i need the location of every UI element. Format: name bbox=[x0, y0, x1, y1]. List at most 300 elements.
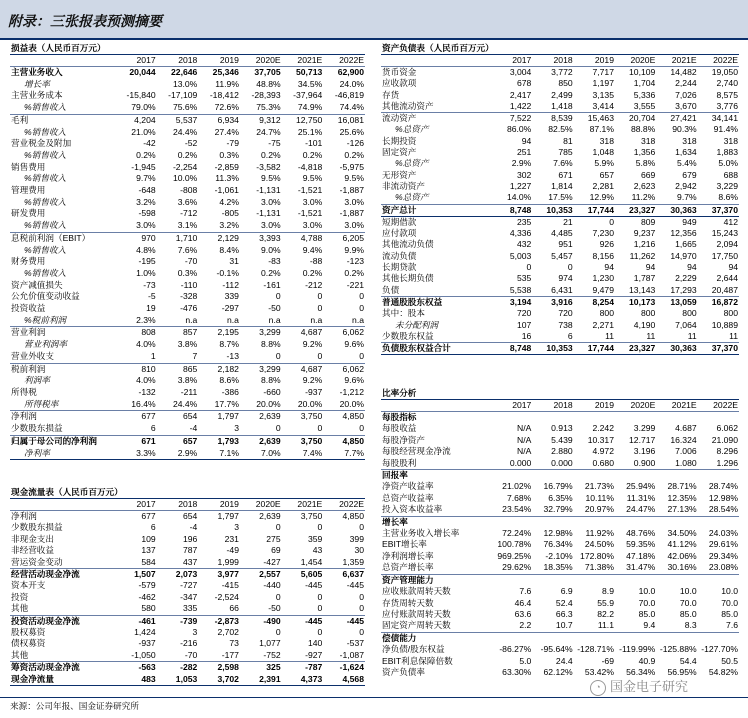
cell-value: 8,748 bbox=[491, 343, 532, 355]
year-header-blank bbox=[10, 499, 115, 511]
cell-value: 0.2% bbox=[302, 267, 323, 278]
cell-value: 9,312 bbox=[259, 114, 281, 125]
cell-value: 76.34% bbox=[543, 539, 573, 550]
cell-value: 3,702 bbox=[198, 674, 240, 686]
cell-value: 48.8% bbox=[256, 78, 281, 89]
cell-value: 16.4% bbox=[115, 399, 157, 411]
row-label: 资产负债率 bbox=[382, 666, 425, 677]
cell-value: 50,713 bbox=[295, 67, 323, 77]
cell-value: 3,393 bbox=[259, 232, 281, 243]
row-label: 每股股利 bbox=[381, 458, 491, 470]
cell-value: 3.0% bbox=[282, 220, 324, 232]
cell-value: 1,227 bbox=[509, 180, 532, 191]
cell-value: 13.0% bbox=[172, 78, 198, 89]
table-row bbox=[381, 435, 739, 446]
cell-value: 318 bbox=[682, 135, 697, 146]
cell-value: 34.5% bbox=[297, 78, 323, 89]
row-label: %税前利润 bbox=[10, 315, 115, 327]
cell-value: 17,744 bbox=[574, 204, 615, 216]
cell-value: 800 bbox=[640, 308, 656, 319]
cell-value: 974 bbox=[558, 273, 573, 284]
row-label: 净负债/股东权益 bbox=[382, 644, 445, 655]
cell-value: 810 bbox=[141, 363, 156, 374]
cell-value: 2,229 bbox=[675, 273, 697, 284]
table-row bbox=[381, 423, 739, 434]
cell-value: 196 bbox=[182, 533, 198, 544]
cell-value: 3.196 bbox=[633, 446, 656, 457]
row-label: 投资活动现金净流 bbox=[11, 615, 80, 626]
cell-value: 9.5% bbox=[302, 173, 323, 184]
cell-value: -52 bbox=[184, 138, 198, 149]
cell-value: 10.317 bbox=[587, 434, 614, 445]
cell-value: -195 bbox=[138, 256, 156, 267]
row-label: 其他 bbox=[10, 603, 115, 615]
cell-value: -282 bbox=[180, 662, 198, 673]
cell-value: -462 bbox=[138, 591, 156, 602]
table-row bbox=[10, 448, 365, 460]
cell-value: 8.4% bbox=[219, 244, 239, 255]
row-label: %销售收入 bbox=[24, 196, 67, 207]
cell-value: 30,363 bbox=[656, 343, 697, 355]
cell-value: 3,750 bbox=[300, 511, 323, 521]
cell-value: 0.2% bbox=[261, 149, 281, 160]
cell-value: 1,710 bbox=[175, 232, 198, 243]
cell-value: 0 bbox=[359, 303, 364, 314]
cell-value: 20.97% bbox=[574, 504, 615, 516]
cell-value: -1,087 bbox=[323, 650, 365, 662]
row-label: 固定资产 bbox=[382, 147, 417, 158]
cell-value bbox=[532, 470, 573, 482]
row-label: 营业税金及附加 bbox=[11, 138, 72, 149]
cell-value: 0.000 bbox=[491, 458, 532, 470]
table-row bbox=[10, 315, 365, 327]
cell-value: 30,363 bbox=[656, 204, 697, 216]
row-label: 净利润增长率 bbox=[382, 550, 434, 561]
table-row bbox=[381, 446, 739, 457]
balance-table-title: 资产负债表（人民币百万元） bbox=[381, 42, 739, 55]
cell-value: 8,748 bbox=[491, 204, 532, 216]
cell-value: 3,772 bbox=[551, 67, 573, 77]
table-row bbox=[10, 603, 365, 615]
cell-value: 54.82% bbox=[708, 666, 738, 677]
cell-value: 11,262 bbox=[629, 250, 656, 261]
table-row bbox=[10, 220, 365, 232]
cell-value: 1,507 bbox=[134, 569, 156, 580]
cell-value: 3,414 bbox=[574, 101, 615, 113]
wechat-icon: ◔ bbox=[590, 680, 606, 696]
cell-value: 20.0% bbox=[282, 399, 324, 411]
cell-value: 677 bbox=[141, 511, 156, 521]
cell-value: -328 bbox=[180, 291, 198, 302]
cell-value: 1,053 bbox=[157, 674, 199, 686]
cell-value: 20.0% bbox=[240, 399, 282, 411]
cell-value: 3,670 bbox=[656, 101, 697, 113]
cell-value: 671 bbox=[558, 169, 573, 180]
row-label: EBIT增长率 bbox=[382, 539, 427, 550]
cell-value: 7.6% bbox=[553, 158, 573, 169]
cell-value: -2,254 bbox=[172, 161, 198, 172]
cell-value: 10.0 bbox=[679, 586, 697, 597]
table-row bbox=[381, 516, 739, 528]
cell-value: 72.6% bbox=[198, 102, 240, 114]
row-label: 主营业务收入 bbox=[11, 67, 63, 77]
cell-value: -1,945 bbox=[131, 161, 156, 172]
row-label: 回报率 bbox=[382, 470, 408, 481]
cell-value: 2,094 bbox=[716, 239, 738, 250]
table-row bbox=[10, 423, 365, 435]
cell-value: 5.9% bbox=[594, 158, 614, 169]
row-label: 归属于母公司的净利润 bbox=[11, 435, 97, 446]
year-header: 2018 bbox=[157, 55, 199, 67]
cell-value: 12.717 bbox=[629, 434, 656, 445]
cell-value: 275 bbox=[266, 533, 281, 544]
cell-value bbox=[656, 516, 697, 528]
row-label: 经营活动现金净流 bbox=[11, 569, 80, 580]
cell-value: 0 bbox=[317, 591, 323, 602]
cell-value: -445 bbox=[346, 580, 364, 591]
cell-value: 5.0% bbox=[718, 158, 738, 169]
cell-value: 85.0 bbox=[638, 608, 656, 619]
cell-value: 11.3% bbox=[215, 173, 239, 184]
table-row bbox=[381, 204, 739, 216]
row-label: 资本开支 bbox=[11, 580, 46, 591]
row-label: 货币资金 bbox=[382, 67, 417, 77]
table-row bbox=[381, 598, 739, 609]
row-label: 少数股东损益 bbox=[10, 423, 115, 435]
cell-value: 24.47% bbox=[615, 504, 656, 516]
table-row bbox=[10, 569, 365, 581]
cell-value: 2,639 bbox=[259, 511, 281, 521]
row-label: %销售收入 bbox=[24, 126, 67, 137]
cell-value: 27,421 bbox=[670, 113, 697, 124]
cell-value: 8.296 bbox=[716, 446, 738, 457]
row-label: 投资收益 bbox=[11, 303, 46, 314]
row-label: 应付账款周转天数 bbox=[382, 608, 451, 619]
row-label: EBIT利息保障倍数 bbox=[382, 655, 453, 666]
cell-value: 15,243 bbox=[711, 228, 738, 239]
cell-value: 16,872 bbox=[711, 296, 738, 307]
cell-value: 28.54% bbox=[698, 504, 739, 516]
cell-value: 1,999 bbox=[198, 557, 240, 569]
cell-value: 8,539 bbox=[551, 113, 573, 124]
cell-value: -127.70% bbox=[701, 644, 738, 655]
cell-value: -579 bbox=[138, 580, 156, 591]
year-header: 2019 bbox=[574, 400, 615, 412]
cell-value: 10.7 bbox=[532, 620, 573, 632]
table-row bbox=[381, 285, 739, 297]
cell-value: 3.0% bbox=[240, 220, 282, 232]
table-row bbox=[381, 101, 739, 113]
table-row bbox=[10, 615, 365, 627]
cell-value: 412 bbox=[723, 216, 738, 227]
cell-value: n.a bbox=[323, 315, 365, 327]
cell-value: -86.27% bbox=[499, 644, 532, 655]
table-row bbox=[381, 78, 739, 89]
year-header: 2017 bbox=[491, 400, 532, 412]
cell-value: 14,970 bbox=[670, 250, 697, 261]
cell-value: -50 bbox=[240, 603, 282, 615]
cell-value: 5.439 bbox=[551, 434, 573, 445]
cell-value: 0 bbox=[275, 291, 281, 302]
table-row bbox=[381, 632, 739, 644]
table-row bbox=[381, 296, 739, 308]
table-row bbox=[10, 245, 365, 257]
cell-value: 5,537 bbox=[175, 114, 198, 125]
cell-value: 16.324 bbox=[670, 434, 697, 445]
cell-value: 82.2 bbox=[597, 608, 614, 619]
cell-value: 16.79% bbox=[543, 481, 573, 492]
cell-value: 4,687 bbox=[300, 327, 323, 338]
cell-value: 24.0% bbox=[339, 78, 364, 89]
table-row bbox=[10, 580, 365, 591]
cell-value: -805 bbox=[221, 208, 239, 219]
cell-value: 1,048 bbox=[592, 147, 614, 158]
cell-value bbox=[656, 632, 697, 644]
cell-value: -1,624 bbox=[339, 662, 364, 673]
cell-value: 42.06% bbox=[667, 550, 697, 561]
table-row bbox=[381, 113, 739, 125]
cell-value: 2.9% bbox=[511, 158, 532, 169]
cell-value: 12.98% bbox=[543, 528, 573, 539]
cell-value: 55.9 bbox=[597, 597, 614, 608]
table-row bbox=[381, 273, 739, 284]
cell-value: 926 bbox=[599, 239, 614, 250]
cell-value: 5,457 bbox=[551, 250, 573, 261]
cell-value: -73 bbox=[143, 279, 156, 290]
cell-value: 1,454 bbox=[282, 557, 324, 569]
cell-value: 5.4% bbox=[677, 158, 697, 169]
cell-value: 7.6% bbox=[177, 244, 198, 255]
cell-value: -727 bbox=[180, 580, 198, 591]
row-label: 存货 bbox=[382, 89, 400, 100]
row-label: %销售收入 bbox=[24, 149, 67, 160]
cell-value: 41.12% bbox=[667, 539, 697, 550]
cell-value: 8.8% bbox=[261, 339, 281, 350]
page-title: 附录：三张报表预测摘要 bbox=[8, 14, 162, 30]
cell-value: 7.0% bbox=[240, 448, 282, 460]
cell-value: 24.50% bbox=[584, 539, 614, 550]
year-header: 2019 bbox=[198, 55, 240, 67]
table-row bbox=[10, 638, 365, 649]
row-label: 息税前利润（EBIT） bbox=[11, 232, 91, 243]
cell-value: 9,479 bbox=[574, 285, 615, 297]
cell-value: 0 bbox=[323, 603, 365, 615]
row-label: 负债 bbox=[381, 285, 491, 297]
row-label: 资产管理能力 bbox=[382, 574, 434, 585]
cell-value: 24.03% bbox=[708, 528, 738, 539]
cell-value: -1,212 bbox=[339, 386, 364, 397]
cell-value: 865 bbox=[182, 363, 198, 374]
cell-value: 0.2% bbox=[302, 149, 323, 160]
cell-value: 1,197 bbox=[592, 78, 614, 89]
cell-value: 88.8% bbox=[630, 124, 656, 135]
cell-value: 787 bbox=[182, 545, 198, 556]
cell-value: -927 bbox=[282, 650, 324, 662]
table-row bbox=[10, 522, 365, 533]
cell-value: 483 bbox=[115, 674, 157, 686]
cell-value: 91.4% bbox=[713, 124, 738, 135]
row-label: 现金净流量 bbox=[10, 674, 115, 686]
table-row bbox=[10, 662, 365, 674]
table-row bbox=[381, 481, 739, 492]
cell-value: 14.0% bbox=[491, 192, 532, 204]
table-row bbox=[10, 435, 365, 447]
table-row bbox=[10, 256, 365, 268]
cell-value: 4,568 bbox=[323, 674, 365, 686]
table-row bbox=[10, 627, 365, 638]
cell-value: -119.99% bbox=[619, 644, 656, 655]
cell-value: 1,634 bbox=[675, 147, 697, 158]
cell-value: 231 bbox=[224, 533, 239, 544]
cell-value: 4.0% bbox=[136, 375, 156, 386]
table-row bbox=[381, 170, 739, 181]
row-label: 净利润 bbox=[11, 511, 37, 521]
cell-value: 23.54% bbox=[491, 504, 532, 516]
row-label: 每股净资产 bbox=[382, 434, 425, 445]
row-label: 投入资本收益率 bbox=[381, 504, 491, 516]
cell-value: 3.6% bbox=[177, 196, 198, 207]
cell-value: 3,229 bbox=[716, 180, 738, 191]
cell-value: 3.299 bbox=[633, 423, 656, 434]
cell-value: 0 bbox=[275, 591, 281, 602]
cell-value: 12.9% bbox=[574, 192, 615, 204]
cell-value: 11.9% bbox=[215, 78, 239, 89]
cell-value: 0 bbox=[282, 351, 324, 363]
row-label: 普通股股东权益 bbox=[382, 296, 443, 307]
page-header bbox=[0, 0, 748, 38]
cell-value: 949 bbox=[682, 216, 697, 227]
cell-value: -4 bbox=[189, 522, 198, 533]
cell-value: 40.9 bbox=[638, 655, 656, 666]
cell-value: -2,859 bbox=[214, 161, 239, 172]
table-row bbox=[381, 147, 739, 158]
cell-value: 5.8% bbox=[635, 158, 656, 169]
cell-value: -212 bbox=[305, 279, 323, 290]
cell-value: 8.6% bbox=[219, 375, 239, 386]
table-row bbox=[381, 470, 739, 482]
cell-value: -37,964 bbox=[293, 90, 323, 101]
row-label: 财务费用 bbox=[11, 256, 46, 267]
cell-value: 10.11% bbox=[585, 492, 614, 503]
row-label: 其中：股本 bbox=[382, 308, 425, 319]
cell-value: 800 bbox=[723, 308, 738, 319]
cell-value: -427 bbox=[240, 557, 282, 569]
cell-value: 21.73% bbox=[584, 481, 614, 492]
cell-value: 31.47% bbox=[615, 562, 656, 574]
cell-value: -1,061 bbox=[214, 185, 239, 196]
cell-value: 4,373 bbox=[282, 674, 324, 686]
cell-value: 17,744 bbox=[574, 343, 615, 355]
cell-value: -70 bbox=[157, 650, 199, 662]
cell-value: 3.0% bbox=[302, 196, 323, 207]
cell-value: -490 bbox=[263, 615, 281, 626]
cell-value: 2.242 bbox=[592, 423, 614, 434]
cell-value: 2,942 bbox=[675, 180, 697, 191]
year-header: 2022E bbox=[698, 55, 739, 67]
cell-value: 107 bbox=[516, 319, 532, 330]
year-header: 2017 bbox=[115, 499, 157, 511]
cell-value: 0 bbox=[240, 351, 282, 363]
table-row bbox=[381, 493, 739, 504]
cell-value: 17.7% bbox=[198, 399, 240, 411]
cell-value: 22,646 bbox=[171, 67, 198, 77]
cell-value: 0 bbox=[317, 291, 323, 302]
row-label: 固定资产周转天数 bbox=[381, 620, 491, 632]
year-header: 2020E bbox=[615, 55, 656, 67]
cell-value bbox=[574, 574, 615, 586]
cell-value: 302 bbox=[516, 169, 532, 180]
cell-value: 359 bbox=[307, 533, 323, 544]
cell-value: 808 bbox=[141, 327, 156, 338]
table-row bbox=[381, 181, 739, 192]
row-label: 非现金支出 bbox=[11, 533, 54, 544]
cell-value: 5.0 bbox=[519, 655, 532, 666]
row-label: %总资产 bbox=[395, 124, 429, 135]
year-header-blank bbox=[10, 55, 115, 67]
cell-value bbox=[698, 632, 739, 644]
cell-value: 0 bbox=[526, 262, 532, 273]
cell-value: 1,797 bbox=[217, 411, 239, 422]
cell-value: 1,359 bbox=[323, 557, 365, 569]
cell-value: 70.0 bbox=[679, 597, 697, 608]
cell-value: 11 bbox=[615, 331, 656, 343]
cell-value: -2,524 bbox=[214, 591, 239, 602]
cell-value: 72.24% bbox=[502, 528, 532, 539]
cell-value: 0.900 bbox=[615, 458, 656, 470]
cell-value: 9.0% bbox=[261, 244, 281, 255]
cell-value: 7,064 bbox=[675, 319, 697, 330]
cell-value: 857 bbox=[182, 327, 198, 338]
cell-value: -712 bbox=[180, 208, 198, 219]
cell-value: 4.8% bbox=[136, 244, 156, 255]
year-header: 2018 bbox=[532, 55, 573, 67]
cell-value: 1 bbox=[115, 351, 157, 363]
cell-value: 318 bbox=[723, 135, 738, 146]
cell-value: -4,818 bbox=[297, 161, 323, 172]
row-label: %销售收入 bbox=[24, 267, 67, 278]
cell-value: 9.6% bbox=[344, 375, 364, 386]
cell-value: 94 bbox=[728, 262, 738, 273]
table-row bbox=[381, 251, 739, 262]
cell-value: 46.4 bbox=[514, 597, 532, 608]
table-row bbox=[10, 185, 365, 197]
cell-value: 0 bbox=[567, 262, 573, 273]
cell-value: 4.972 bbox=[592, 446, 614, 457]
cell-value: 1,356 bbox=[633, 147, 656, 158]
cell-value: 56.34% bbox=[626, 666, 656, 677]
row-label: 营业利润率 bbox=[24, 339, 67, 350]
cell-value: 0 bbox=[359, 522, 364, 533]
cell-value: 7,717 bbox=[592, 67, 614, 77]
cell-value: 24.4% bbox=[172, 126, 198, 137]
row-label: 总资产收益率 bbox=[382, 492, 434, 503]
row-label: 主营业务收入增长率 bbox=[382, 528, 460, 539]
cell-value: 9.6% bbox=[344, 339, 364, 350]
table-row bbox=[381, 136, 739, 147]
cell-value bbox=[656, 574, 697, 586]
cell-value: 4.0% bbox=[136, 339, 156, 350]
cell-value: 6.35% bbox=[548, 492, 573, 503]
cell-value: 7,026 bbox=[675, 89, 697, 100]
cell-value: 2,182 bbox=[217, 363, 239, 374]
cell-value: 30 bbox=[354, 545, 364, 556]
cell-value: -83 bbox=[268, 256, 281, 267]
cell-value: 3,194 bbox=[509, 296, 532, 307]
cell-value: 48.76% bbox=[626, 528, 656, 539]
cell-value: 10.0 bbox=[721, 586, 738, 597]
cell-value: -126 bbox=[346, 138, 364, 149]
cell-value: 5,336 bbox=[633, 89, 656, 100]
